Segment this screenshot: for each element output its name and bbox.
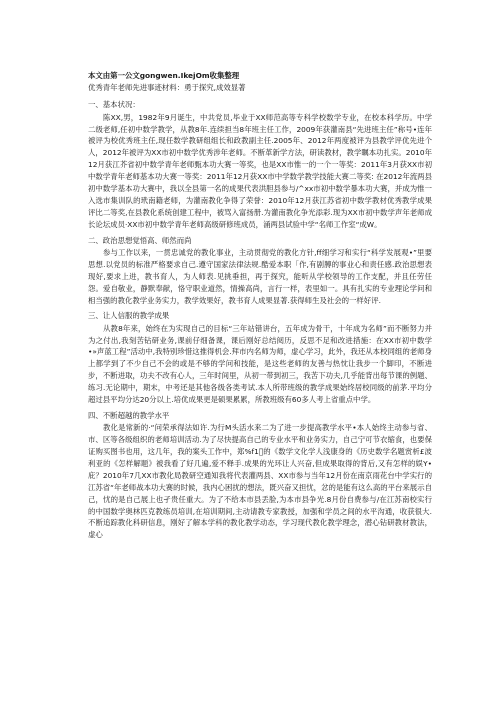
section-heading-basic-info: 一、基本状况： [88,100,140,110]
paragraph-teaching-results: 从教8年来，始终在为实现自己的目标“三年站错讲台，五年成为骨干，十年成为名师”而不断努力并为之付出,我刻苦钻研业务,课前仔细备课，课后刚好总结阅历，反思不足和改进措施：在XX市初中数学•»声蓝工程”活动中,我特别珍惜这推得机会.拜市内名师为师，虚心学习，此外，我还从本校同组的老师身上都学到了不少自己不会的或是不够的学问和技能，是这些老师的友善与热忱让我步一个脚印，不断进步，不断进取，功夫不改有心人，三年时间里，从初一带到初三，我苦下功夫,几乎能背出每节课的例题、练习.无论期中，期末，中考还是其他各级各类考试.本人所带班级的教学成果始终居校同级的前茅.平均分超过县平均分达20分以上.培优成果更是硕果累累，所教班级有60多人考上省重点中学。 [88,323,432,405]
section-heading-teaching-results: 三、让人信服的教学成果 [88,311,170,321]
paragraph-teaching-level: 教化是常新的·“问荣承得法如许.为行M头活水来二为了进一步提高教学水平•本人始终主动参与省、市、区等各级组织的老师培训活动.为了尽快提高自己的专业水平和业务实力，自己宁可节衣缩食，也要保证购买图书也用，这几年，我的案头工作中，郑%f1⃝的《数学文化学人浅康身的《历史数学名题赏析£波利亚的《怎样解题》被我看了好几遍,爱不释手.成果的光环让人兴奋,但成果取得的背后,又有怎样的娱Y•庇？2010年7几XX市教化局教研空通知我将代表灌两县、XX市参与当年12月份在南京雨花台中学实行的江苏省“年老师战本功大赛的时候，我内心困扰的想法，既兴奋又担忧，忿的是能有这么高的平台来展示自己，忧的是自己展上也孑贵任重大。为了不给本市县丢脸,为本市县争光.8月份自费参与/在江苏南校实行的中国数学奥林匹克教练员培训,在培训期间,主动请教专家教授，加强和学员之间的水平沟通，收获很大.不断追踪教化科研信息，刚好了解本学科的教化教学动态，学习现代教化教学理念，潜心钻研教材教法，虚心 [88,423,432,540]
section-heading-teaching-level: 四、不断超越的教学水平 [88,410,170,420]
source-line: 本文由第一公文gongwen.IkejOm收集整理 [88,71,240,80]
document-title: 优秀青年老师先进事迹材料：勇于探究,成效显著 [88,83,246,93]
document-body [88,70,432,541]
paragraph-political-thought: 参与工作以来，一贯忠诚党的教化事业，主动贯彻党的教化方针,ff细学习和实行“科学发展观•”里要思想.以党员的标准严格要求自己.遵守国家法律法规.酷爱本职「作,有剧膊的事业心和责任感.政治思想表现好,要求上进，教书育人，为人师表.见挑垂担，再于探究，能听从学校领导的工作支配，并且任劳任怨。爱自敬业，静默奉献，恪守职业道然，情操高尚，言行一样，表里如一。具有扎实的专业理论学问和相当强的教化教学业务实力，教学效果好，教书育人成果显著.获得师生及社会的一样好评. [88,247,432,305]
section-heading-political-thought: 二、政治思想觉悟高、师然而尚 [88,235,192,245]
paragraph-basic-info: 陈XX,男，1982年9月诞生，中共党员,毕业于XX师范高等专科学校数学专业，在校本科学历。中学二级老师,任初中数学教学，从教8年.连续担当8年班主任工作，2009年获灌南县“先进班主任”称号•连年被评为校优秀班主任,现任数学教研组组长和政教副主任.2005年、2012年两度被评为县教学评优先进个人，2012年被评为XX市初中数学优秀涉年老师。不断革新学方法，研读教材，教学瞩本功扎实。2010年12月获江芥省初中数学青年老师甄本功大赛一等奖，也是XX市惟一的一个一等奖：2011年3月获XX市初中数学青年老师基本功大赛一等奖：2011年12月获XX市中学数学教学技能大赛二等奖: 在2012年流两县初中数学基本功大赛中，我以全县第一名的成果代表洪胆县参与/^xx市初中数学暴本功大赛，并成为惟一入选市集训队的玳南籍老师，为灌南教化争得了荣誉：2010年12月获江苏省初中数学教材优秀教学成果评比二等奖,在县教化系统创建工程中，被骂入富扬册.为灌南教化争光添彩.现为XX市初中数学声年老师成长论坛成员·XX市初中数学青年老师高级研修班成员，涌两县试验中学“名师工作室“成W。 [88,112,432,229]
